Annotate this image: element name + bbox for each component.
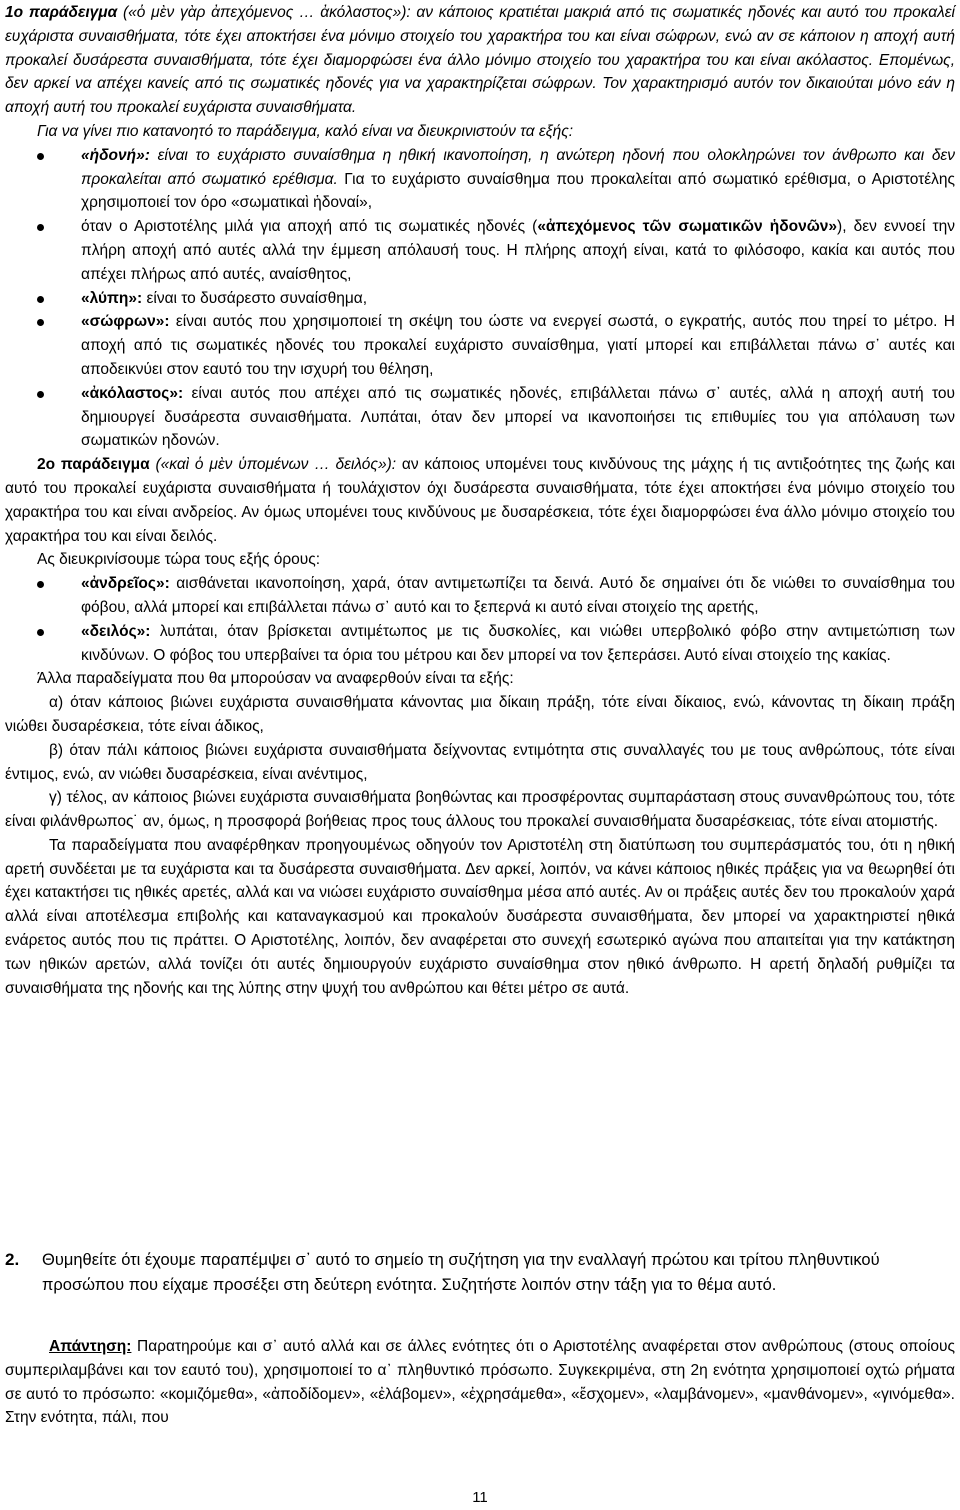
question-number: 2.	[5, 1250, 20, 1269]
term-definition: ), δεν εννοεί την πλήρη αποχή από αυτές αλλά την έμμεση απόλαυσή τους. Η πλήρης αποχή είναι, κατά το φιλόσοφο, κακία και αυτός που απέχει πλήρως από αυτές, αναίσθητος,	[81, 218, 955, 283]
term: «ἀνδρεῖος»:	[81, 575, 170, 593]
main-text	[5, 1, 955, 1000]
other-examples-intro: Άλλα παραδείγματα που θα μπορούσαν να αναφερθούν είναι τα εξής:	[37, 670, 514, 688]
example-2-label: 2ο παράδειγμα	[37, 456, 150, 474]
example-1-paragraph	[5, 1, 955, 120]
term-definition: είναι αυτός που χρησιμοποιεί τη σκέψη του ώστε να ενεργεί σωστά, ο εγκρατής, αυτός που τηρεί το μέτρο.	[169, 313, 938, 331]
other-example-c: γ) τέλος, αν κάποιος βιώνει ευχάριστα συναισθήματα βοηθώντας και προσφέροντας συμπαράσταση στους συνανθρώπους του, τότε είναι φιλάνθρωπος˙ αν, όμως, η προσφορά βοήθειας προς τους άλλους του προκαλεί συναισθήματα δυσαρέσκειας, τότε είναι ατομιστής.	[5, 789, 955, 831]
example-1-intro: Για να γίνει πιο κατανοητό το παράδειγμα, καλό είναι να διευκρινιστούν τα εξής:	[37, 122, 574, 140]
term-definition: είναι το δυσάρεστο συναίσθημα,	[142, 289, 368, 307]
answer-label: Απάντηση:	[49, 1338, 132, 1355]
answer-text: Παρατηρούμε και σ᾽ αυτό αλλά και σε άλλες ενότητες ότι ο Αριστοτέλης αναφέρεται στον ανθρώπους (στους οποίους συμπεριλαμβάνει και τον εαυτό του), χρησιμοποιεί το α᾽ πληθυντικό πρόσωπο. Συγκεκριμένα, στη 2η ενότητα χρησιμοποιεί οχτώ ρήματα σε αυτό το πρόσωπο: «κομιζόμεθα», «ἀποδίδομεν», «ἐλάβομεν», «ἐχρησάμεθα», «ἔσχομεν», «λαμβάνομεν», «μανθάνομεν», «γινόμεθα». Στην ενότητα, πάλι, που	[5, 1338, 955, 1427]
example-2-term-list	[5, 572, 955, 667]
page-number: 11	[472, 1489, 488, 1506]
term-definition: είναι το ευχάριστο συναίσθημα η ηθική ικανοποίηση, η ανώτερη ηδονή που ολοκληρώνει τον άνθρωπο και δεν προκαλείται από σωματικό ερέθισμα.	[81, 146, 955, 188]
term: «ἀκόλαστος»:	[81, 384, 184, 402]
other-example-b: β) όταν πάλι κάποιος βιώνει ευχάριστα συναισθήματα δείχνοντας εντιμότητα στις συναλλαγές του με τους ανθρώπους, τότε είναι έντιμος, ενώ, αν νιώθει δυσαρέσκεια, είναι ανέντιμος,	[5, 741, 955, 783]
term-prefix: όταν ο Αριστοτέλης μιλά για αποχή από τις σωματικές ηδονές (	[81, 218, 538, 236]
term-definition: λυπάται, όταν βρίσκεται αντιμέτωπος με τις δυσκολίες, και νιώθει υπερβολικό φόβο στην αντιμετώπιση των κινδύνων. Ο φόβος του υπερβαίνει τα όρια του μέτρου και δεν μπορεί να τον ξεπεράσει. Αυτό είναι στοιχείο της κακίας.	[81, 622, 955, 664]
answer-paragraph	[5, 1335, 955, 1430]
example-1-term-list	[5, 144, 955, 453]
list-item	[5, 287, 955, 311]
term: «ἡδονή»:	[81, 146, 150, 164]
question-text: Θυμηθείτε ότι έχουμε παραπέμψει σ᾽ αυτό το σημείο τη συζήτηση για την εναλλαγή πρώτου και τρίτου πληθυντικού προσώπου που είχαμε προσέξει στη δεύτερη ενότητα. Συζητήστε λοιπόν στην τάξη για το θέμα αυτό.	[42, 1251, 880, 1294]
list-item	[5, 572, 955, 620]
term: «λύπη»:	[81, 289, 143, 307]
example-2-intro: Ας διευκρινίσουμε τώρα τους εξής όρους:	[37, 551, 321, 569]
example-1-label: 1ο παράδειγμα	[5, 4, 118, 21]
answer-block	[5, 1335, 955, 1430]
example-2-paragraph	[5, 453, 955, 548]
term-extra: Λυπάται, όταν δεν μπορεί να ικανοποιήσει τις επιθυμίες του για απόλαυση των σωματικών ηδονών.	[81, 408, 955, 450]
other-example-a: α) όταν κάποιος βιώνει ευχάριστα συναισθήματα κάνοντας μια δίκαιη πράξη, τότε είναι δίκαιος, ενώ, κάνοντας τη δίκαιη πράξη νιώθει δυσαρέσκεια, τότε είναι άδικος,	[5, 694, 955, 735]
question-2	[5, 1248, 955, 1297]
term-extra: Η αποχή από τις σωματικές ηδονές του προκαλεί ευχάριστο συναίσθημα, γιατί μπορεί και επιβάλλεται πάνω σ᾽ αυτές και αποδεικνύει στον εαυτό του την ισχυρή του θέληση,	[81, 313, 956, 378]
term: «δειλός»:	[81, 622, 151, 640]
term-definition: αισθάνεται ικανοποίηση, χαρά, όταν αντιμετωπίζει τα δεινά. Αυτό δε σημαίνει ότι δε νιώθει το συναίσθημα του φόβου, αλλά μπορεί και επιβάλλεται πάνω σ᾽ αυτό και το ξεπερνά κι αυτό είναι στοιχείο της αρετής,	[81, 575, 955, 616]
term: «ἀπεχόμενος τῶν σωματικῶν ἡδονῶν»	[537, 218, 838, 236]
term-extra: Για το ευχάριστο συναίσθημα που προκαλείται από σωματικό ερέθισμα, ο Αριστοτέλης χρησιμοποιεί τον όρο «σωματικαὶ ἡδοναί»,	[81, 170, 955, 212]
example-2-text: αν κάποιος υπομένει τους κινδύνους της μάχης ή τις αντιξοότητες της ζωής και αυτό του προκαλεί ευχάριστα συναισθήματα ή τουλάχιστον όχι δυσάρεστα συναισθήματα, τότε έχει αποκτήσει ένα μόνιμο στοιχείο του χαρακτήρα του και είναι ανδρείος. Αν όμως υπομένει τους κινδύνους με δυσαρέσκεια, τότε έχει διαμορφώσει ένα άλλο μόνιμο στοιχείο του χαρακτήρα του και είναι δειλός.	[5, 456, 956, 545]
example-2-quote: («καὶ ὁ μὲν ὑπομένων … δειλός»):	[149, 456, 397, 474]
example-1-text: («ὁ μὲν γὰρ ἀπεχόμενος … ἀκόλαστος»): αν κάποιος κρατιέται μακριά από τις σωματικές ηδονές και αυτό του προκαλεί ευχάριστα συναισθήματα, τότε έχει αποκτήσει ένα μόνιμο στοιχείο του χαρακτήρα του και είναι σώφρων, ενώ αν σε κάποιον η αποχή αυτή προκαλεί δυσάρεστα συναισθήματα, τότε έχει διαμορφώσει ένα άλλο μόνιμο στοιχείο του χαρακτήρα του και είναι ακόλαστος. Επομένως, δεν αρκεί να απέχει κανείς από τις σωματικές ηδονές για να χαρακτηρίζεται σώφρων. Τον χαρακτηρισμό αυτόν τον δικαιούται μόνο εάν η αποχή αυτή του προκαλεί ευχάριστα συναισθήματα.	[5, 4, 955, 117]
list-item	[5, 310, 955, 381]
conclusion-paragraph: Τα παραδείγματα που αναφέρθηκαν προηγουμένως οδηγούν τον Αριστοτέλη στη διατύπωση του συμπεράσματός του, ότι η ηθική αρετή συνδέεται με τα ευχάριστα και τα δυσάρεστα συναισθήματα. Δεν αρκεί, λοιπόν, να κάνει κάποιος ηθικές πράξεις για να θεωρηθεί ότι έχει κατακτήσει τις ηθικές αρετές, αλλά και να νιώσει ευχάριστο συναίσθημα μέσα από αυτές. Αν οι πράξεις αυτές δεν του προκαλούν χαρά αλλά είναι αποτέλεσμα επιβολής και καταναγκασμού και προκαλούν δυσάρεστα συναισθήματα, δεν μπορεί να χαρακτηριστεί ηθικά ενάρετος αυτός που τις πράττει. Ο Αριστοτέλης, λοιπόν, δεν αναφέρεται στο συνεχή εσωτερικό αγώνα που απαιτείται για την κατάκτηση των ηθικών αρετών, αλλά τονίζει ότι αυτές δημιουργούν ευχάριστο συναίσθημα στον ηθικό άνθρωπο. Η αρετή δηλαδή ρυθμίζει τα συναισθήματα της ηδονής και της λύπης στην ψυχή του ανθρώπου και θέτει μέτρο σε αυτά.	[5, 836, 955, 997]
term-definition: είναι αυτός που απέχει από τις σωματικές ηδονές, επιβάλλεται πάνω σ᾽ αυτές, αλλά η αποχή αυτή του δημιουργεί δυσάρεστα συναισθήματα.	[81, 384, 955, 426]
list-item	[5, 620, 955, 668]
list-item	[5, 382, 955, 453]
term: «σώφρων»:	[81, 313, 170, 331]
list-item	[5, 144, 955, 215]
list-item	[5, 215, 955, 286]
